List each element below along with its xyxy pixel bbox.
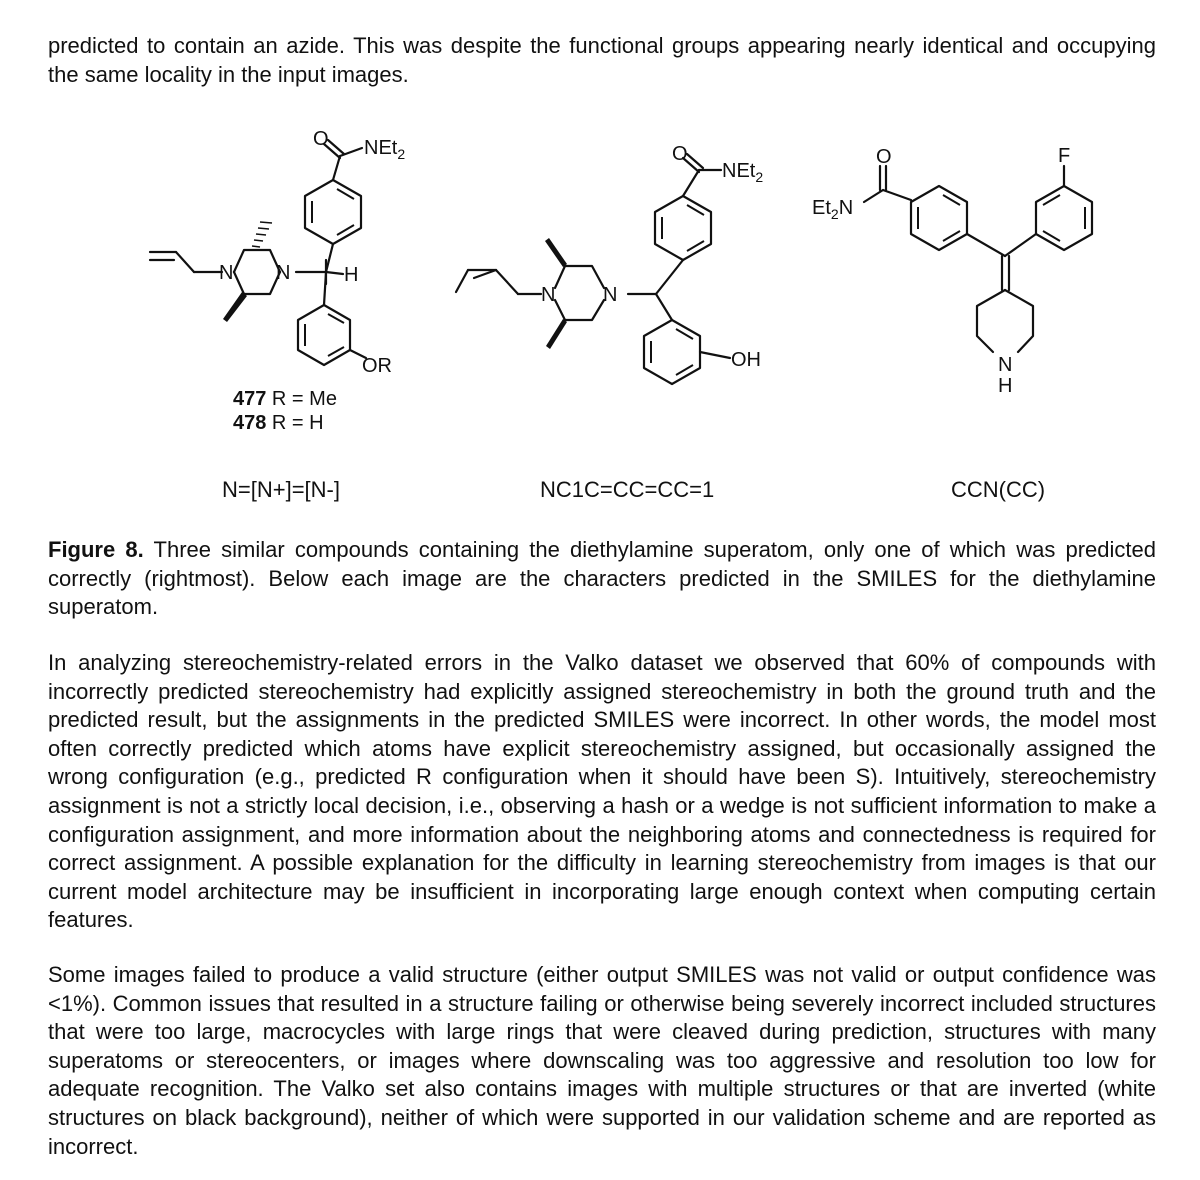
right-et2n-label: $Et_2N$ [812,197,854,222]
left-h-label: H [344,264,359,286]
figure-caption [48,536,1156,622]
figure-label: Figure 8. [48,537,144,562]
right-pip-n-label: N [998,354,1013,376]
intro-paragraph: predicted to contain an azide. This was despite the functional groups appearing nearly identical and occupying the same locality in the input images. [48,33,1156,87]
left-net2-label: NEt$_2$ [364,137,406,162]
stereochemistry-paragraph: In analyzing stereochemistry-related errors in the Valko dataset we observed that 60% of compounds with incorrectly predicted stereochemistry had explicitly assigned stereochemistry in both the ground truth and the predicted result, but the assignments in the predicted SMILES were incorrect. In other words, the model most often correctly predicted which atoms have explicit stereochemistry assigned, but occasionally assigned the wrong configuration (e.g., predicted R configuration when it should have been S). Intuitively, stereochemistry assignment is not a strictly local decision, i.e., observing a hash or a wedge is not sufficient information to make a configuration assignment, and more information about the neighboring atoms and connectedness is required for correct assignment. A possible explanation for the difficulty in learning stereochemistry from images is that our current model architecture may be insufficient in incorporating large enough context when computing certain features. [48,650,1156,933]
compound-477-label: 477 R = Me [233,388,337,410]
middle-amide-o: O [672,143,688,165]
middle-oh-label: OH [731,349,761,371]
figure-8-structures [0,0,1200,470]
middle-net2-label: NEt$_2$ [722,160,764,185]
compound-478-label: 478 R = H [233,412,324,434]
caption-text: Three similar compounds containing the diethylamine superatom, only one of which was predicted correctly (rightmost). Below each image are the characters predicted in the SMILES for the diethylamine superatom. [48,537,1157,620]
smiles-prediction-middle: NC1C=CC=CC=1 [540,477,715,502]
smiles-prediction-left: N=[N+]=[N-] [222,477,340,502]
middle-n1-label: N [541,284,556,306]
structure-left [150,128,405,434]
right-pip-h-label: H [998,375,1013,397]
middle-n2-label: N [603,284,618,306]
right-amide-o: O [876,146,892,168]
left-or-label: OR [362,355,392,377]
smiles-prediction-right: CCN(CC) [951,477,1046,502]
left-n2-label: N [276,262,291,284]
structure-right [812,145,1092,397]
failure-paragraph: Some images failed to produce a valid structure (either output SMILES was not valid or output confidence was <1%). Common issues that resulted in a structure failing or otherwise being severely incorrect included structures that were too large, macrocycles with large rings that were cleaved during prediction, structures with many superatoms or stereocenters, or images where downscaling was too aggressive and resolution too low for adequate recognition. The Valko set also contains images with multiple structures or that are inverted (white structures on black background), neither of which were supported in our validation scheme and are reported as incorrect. [48,962,1156,1159]
left-n1-label: N [219,262,234,284]
right-f-label: F [1058,145,1071,167]
structure-middle [456,143,763,384]
left-amide-o: O [313,128,329,150]
